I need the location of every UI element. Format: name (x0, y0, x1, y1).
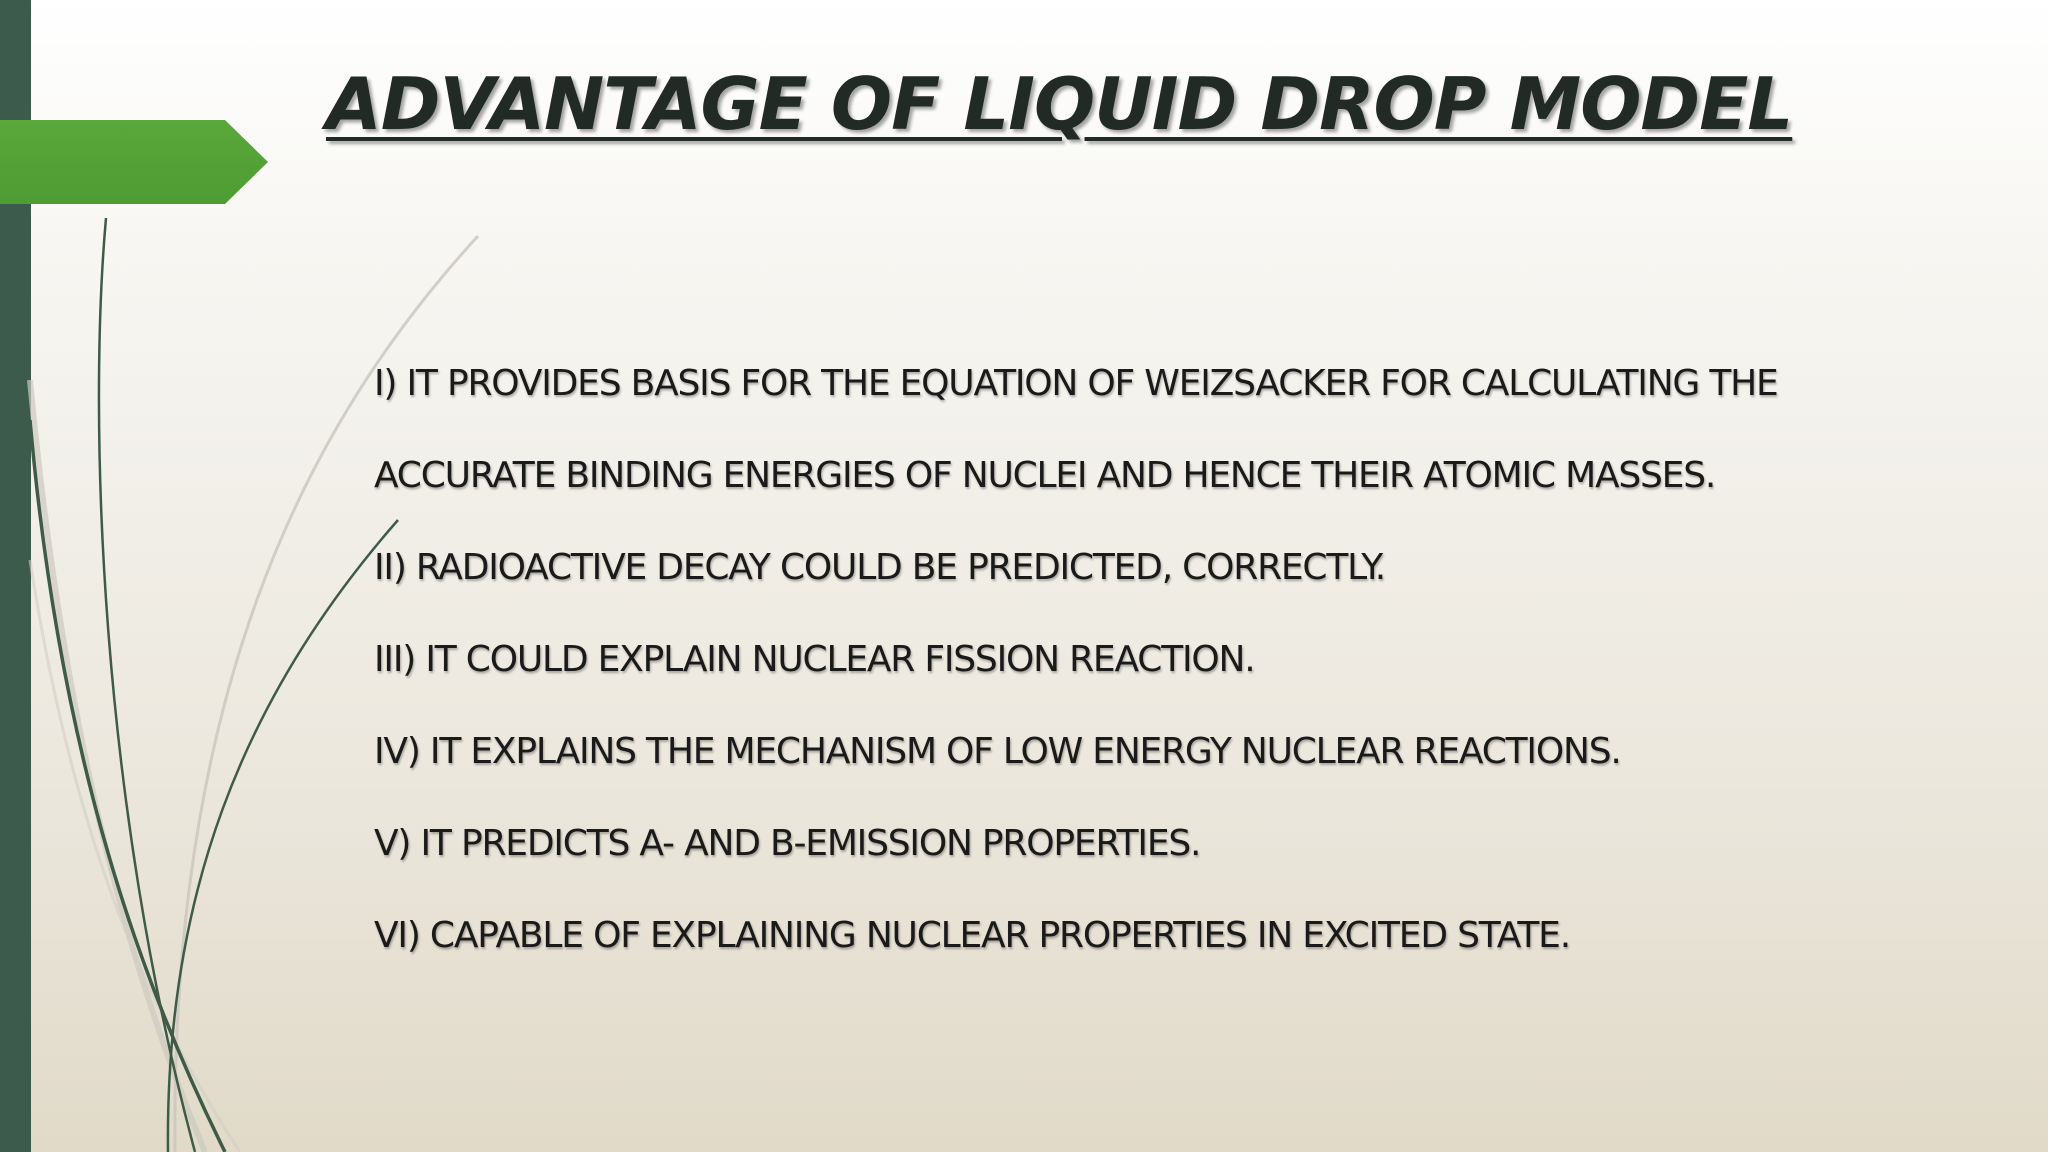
list-item: IV) IT EXPLAINS THE MECHANISM OF LOW ENERGY NUCLEAR REACTIONS. (374, 731, 1621, 772)
list-item: I) IT PROVIDES BASIS FOR THE EQUATION OF WEIZSACKER FOR CALCULATING THE (374, 363, 1778, 404)
list-item: III) IT COULD EXPLAIN NUCLEAR FISSION REACTION. (374, 639, 1255, 680)
list-item: ACCURATE BINDING ENERGIES OF NUCLEI AND HENCE THEIR ATOMIC MASSES. (374, 455, 1716, 496)
list-item: II) RADIOACTIVE DECAY COULD BE PREDICTED, CORRECTLY. (374, 547, 1385, 588)
list-item: V) IT PREDICTS A- AND B-EMISSION PROPERTIES. (374, 823, 1201, 864)
advantages-list (374, 338, 1778, 982)
slide-title: ADVANTAGE OF LIQUID DROP MODEL (326, 62, 1793, 146)
list-item: VI) CAPABLE OF EXPLAINING NUCLEAR PROPERTIES IN EXCITED STATE. (374, 915, 1570, 956)
green-arrow-tab (0, 120, 268, 204)
